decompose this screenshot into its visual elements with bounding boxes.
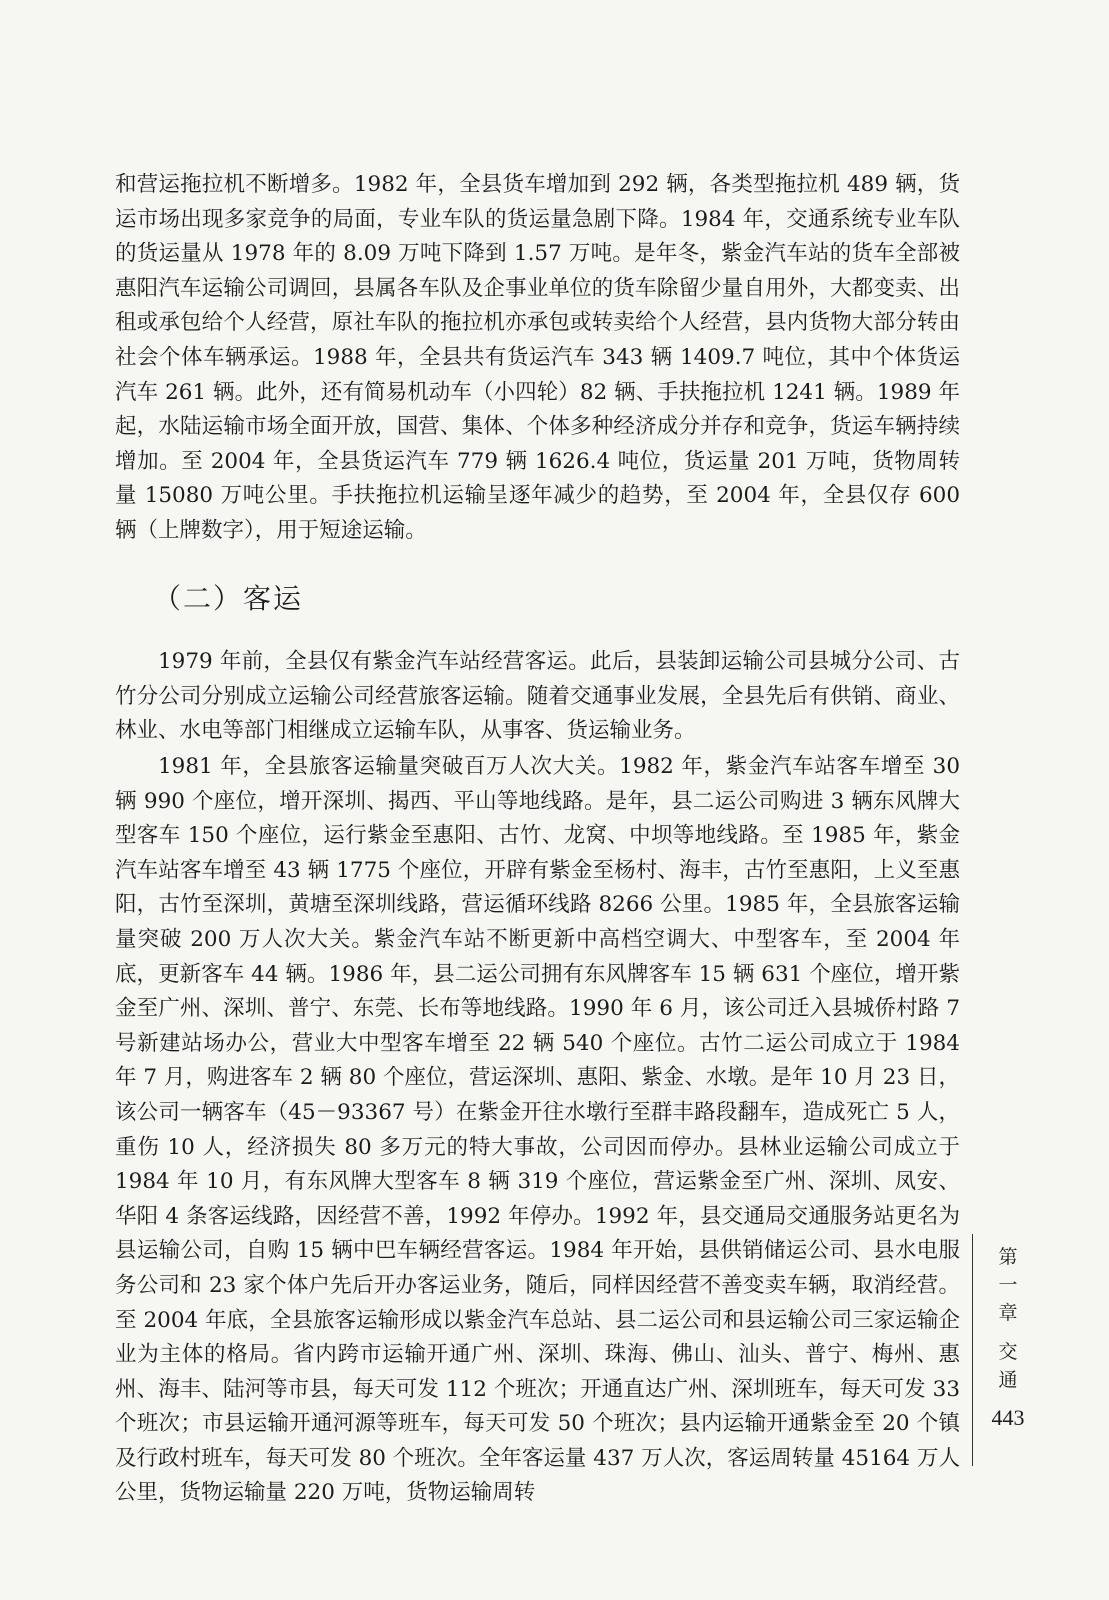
chapter-label-char: 章 [998,1302,1018,1324]
chapter-title-char: 通 [998,1369,1018,1391]
margin-divider [972,1234,973,1466]
body-paragraph-freight: 和营运拖拉机不断增多。1982 年，全县货车增加到 292 辆，各类型拖拉机 489 辆，货运市场出现多家竞争的局面，专业车队的货运量急剧下降。1984 年，交通系统专业车队的货运量从 1978 年的 8.09 万吨下降到 1.57 万吨。是年冬，紫金汽车站的货车全部被惠阳汽车运输公司调回，县属各车队及企事业单位的货车除留少量自用外，大都变卖、出租或承包给个人经营，原社车队的拖拉机亦承包或转卖给个人经营，县内货物大部分转由社会个体车辆承运。1988 年，全县共有货运汽车 343 辆 1409.7 吨位，其中个体货运汽车 261 辆。此外，还有简易机动车（小四轮）82 辆、手扶拖拉机 1241 辆。1989 年起，水陆运输市场全面开放，国营、集体、个体多种经济成分并存和竞争，货运车辆持续增加。至 2004 年，全县货运汽车 779 辆 1626.4 吨位，货运量 201 万吨，货物周转量 15080 万吨公里。手扶拖拉机运输呈逐年减少的趋势，至 2004 年，全县仅存 600 辆（上牌数字），用于短途运输。 [115,172,960,543]
page-number: 443 [991,1405,1025,1430]
chapter-label-char: 一 [998,1274,1018,1296]
chapter-label-char: 第 [998,1246,1018,1268]
chapter-title-char: 交 [998,1341,1018,1363]
body-paragraph-passenger-detail: 1981 年，全县旅客运输量突破百万人次大关。1982 年，紫金汽车站客车增至 30 辆 990 个座位，增开深圳、揭西、平山等地线路。是年，县二运公司购进 3 辆东风牌大型客车 150 个座位，运行紫金至惠阳、古竹、龙窝、中坝等地线路。至 1985 年，紫金汽车站客车增至 43 辆 1775 个座位，开辟有紫金至杨村、海丰，古竹至惠阳，上义至惠阳，古竹至深圳，黄塘至深圳线路，营运循环线路 8266 公里。1985 年，全县旅客运输量突破 200 万人次大关。紫金汽车站不断更新中高档空调大、中型客车，至 2004 年底，更新客车 44 辆。1986 年，县二运公司拥有东风牌客车 15 辆 631 个座位，增开紫金至广州、深圳、普宁、东莞、长布等地线路。1990 年 6 月，该公司迁入县城侨村路 7 号新建站场办公，营业大中型客车增至 22 辆 540 个座位。古竹二运公司成立于 1984 年 7 月，购进客车 2 辆 80 个座位，营运深圳、惠阳、紫金、水墩。是年 10 月 23 日，该公司一辆客车（45－93367 号）在紫金开往水墩行至群丰路段翻车，造成死亡 5 人，重伤 10 人，经济损失 80 多万元的特大事故，公司因而停办。县林业运输公司成立于 1984 年 10 月，有东风牌大型客车 8 辆 319 个座位，营运紫金至广州、深圳、凤安、华阳 4 条客运线路，因经营不善，1992 年停办。1992 年，县交通局交通服务站更名为县运输公司，自购 15 辆中巴车辆经营客运。1984 年开始，县供销储运公司、县水电服务公司和 23 家个体户先后开办客运业务，随后，同样因经营不善变卖车辆，取消经营。至 2004 年底，全县旅客运输形成以紫金汽车总站、县二运公司和县运输公司三家运输企业为主体的格局。省内跨市运输开通广州、深圳、珠海、佛山、汕头、普宁、梅州、惠州、海丰、陆河等市县，每天可发 112 个班次；开通直达广州、深圳班车，每天可发 33 个班次；市县运输开通河源等班车，每天可发 50 个班次；县内运输开通紫金至 20 个镇及行政村班车，每天可发 80 个班次。全年客运量 437 万人次，客运周转量 45164 万人公里，货物运输量 220 万吨，货物运输周转 [115,754,960,1506]
chapter-title [988,1338,1028,1394]
body-paragraph-passenger-intro: 1979 年前，全县仅有紫金汽车站经营客运。此后，县装卸运输公司县城分公司、古竹分公司分别成立运输公司经营旅客运输。随着交通事业发展，全县先后有供销、商业、林业、水电等部门相继成立运输车队，从事客、货运输业务。 [115,649,960,744]
chapter-label [988,1243,1028,1327]
section-heading: （二）客运 [153,582,304,615]
